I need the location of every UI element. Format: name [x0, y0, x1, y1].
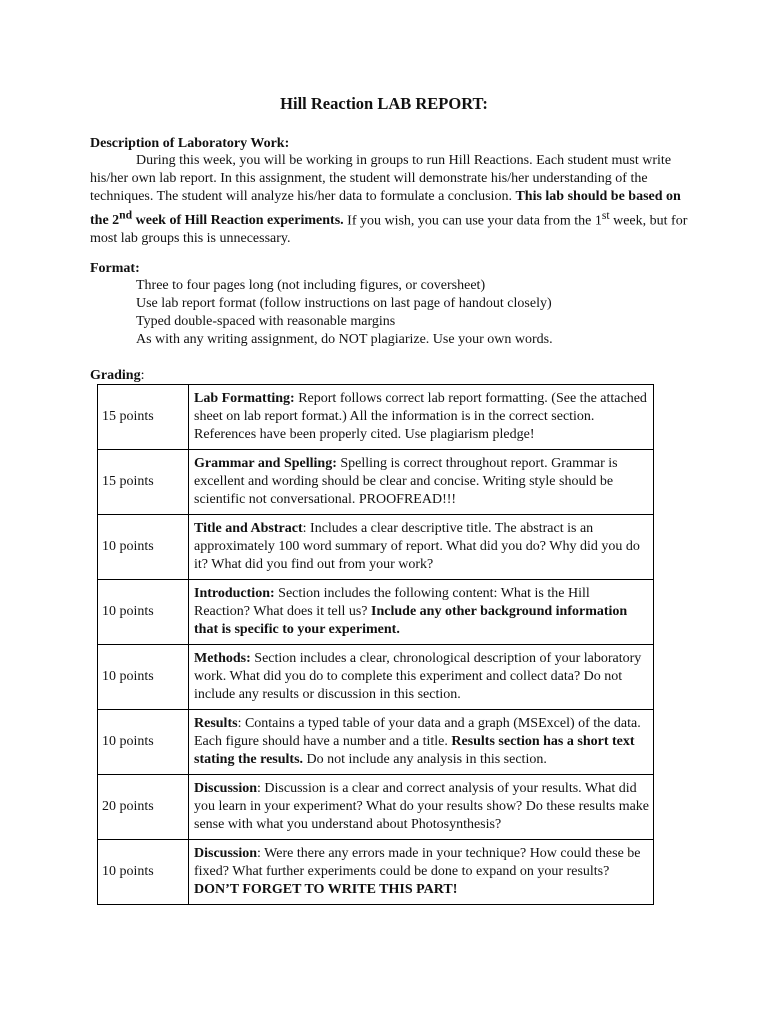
format-item: Typed double-spaced with reasonable margins	[136, 314, 396, 329]
week-note-end: week, but for most lab groups this is unnecessary.	[90, 213, 688, 247]
points-cell: 10 points	[98, 580, 189, 645]
criteria-text: : Contains a typed table of your data and a graph (MSExcel) of the data. Each figure should have a number and a title.	[194, 716, 641, 749]
criteria-text: : Were there any errors made in your technique? How could these be fixed? What further experiments could be done to expand on your results?	[194, 846, 641, 879]
week-note-start: If you wish, you can use your data from the 1	[343, 213, 602, 229]
grading-row	[98, 710, 654, 775]
criteria-cell	[189, 775, 654, 840]
criteria-cell	[189, 710, 654, 775]
criteria-emphasis: DON’T FORGET TO WRITE THIS PART!	[194, 882, 458, 897]
criteria-label: Lab Formatting:	[194, 391, 295, 406]
criteria-label: Discussion	[194, 846, 258, 861]
bold-sentence-start: This lab should be based on the 2	[90, 189, 681, 229]
description-indent	[90, 153, 136, 168]
format-item: As with any writing assignment, do NOT plagiarize. Use your own words.	[136, 332, 553, 347]
grading-row	[98, 385, 654, 450]
criteria-emphasis: Results section has a short text stating the results.	[194, 734, 635, 767]
criteria-text: Spelling is correct throughout report. Grammar is excellent and wording should be clear and concise. Writing style should be scientific not conversational. PROOFREAD!!!	[194, 456, 618, 507]
criteria-text: : Discussion is a clear and correct analysis of your results. What did you learn in your experiment? What do your results show? Do these results make sense with what you understand about Photosynthesis?	[194, 781, 650, 832]
grading-row	[98, 580, 654, 645]
criteria-label: Grammar and Spelling:	[194, 456, 337, 471]
format-heading: Format:	[90, 261, 140, 276]
points-cell: 10 points	[98, 710, 189, 775]
criteria-cell	[189, 450, 654, 515]
bold-sentence-end: week of Hill Reaction experiments.	[132, 213, 344, 229]
criteria-tail: Do not include any analysis in this section.	[303, 752, 547, 767]
points-cell: 15 points	[98, 385, 189, 450]
format-list	[136, 277, 553, 349]
grading-heading-label: Grading	[90, 368, 141, 383]
grading-heading	[90, 367, 144, 385]
grading-row	[98, 840, 654, 905]
description-body	[90, 152, 690, 249]
points-cell: 10 points	[98, 515, 189, 580]
page-title: Hill Reaction LAB REPORT:	[280, 94, 488, 113]
criteria-cell	[189, 580, 654, 645]
points-cell: 20 points	[98, 775, 189, 840]
criteria-emphasis: Include any other background information that is specific to your experiment.	[194, 604, 628, 637]
points-cell: 10 points	[98, 840, 189, 905]
criteria-cell	[189, 515, 654, 580]
criteria-label: Discussion	[194, 781, 258, 796]
format-item: Use lab report format (follow instructions on last page of handout closely)	[136, 296, 552, 311]
bold-sentence-ordinal: nd	[119, 208, 133, 222]
criteria-text: Section includes a clear, chronological description of your laboratory work. What did you do to complete this experiment and collect data? Do not include any results or discussion in this section.	[194, 651, 642, 702]
criteria-text: : Includes a clear descriptive title. The abstract is an approximately 100 word summary of report. What did you do? Why did you do it? What did you find out from your work?	[194, 521, 640, 572]
criteria-cell	[189, 840, 654, 905]
format-item: Three to four pages long (not including figures, or coversheet)	[136, 278, 486, 293]
criteria-label: Title and Abstract	[194, 521, 303, 536]
grading-row	[98, 775, 654, 840]
criteria-label: Methods:	[194, 651, 251, 666]
description-heading: Description of Laboratory Work:	[90, 136, 290, 151]
criteria-text: Report follows correct lab report formatting. (See the attached sheet on lab report format.) All the information is in the correct section. References have been properly cited. Use plagiarism pledge!	[194, 391, 647, 442]
grading-row	[98, 645, 654, 710]
grading-row	[98, 515, 654, 580]
grading-table	[97, 384, 654, 905]
week-note-ordinal: st	[601, 208, 610, 222]
description-paragraph: During this week, you will be working in groups to run Hill Reactions. Each student must write his/her own lab report. In this assignment, the student will demonstrate his/her understanding of the techniques. The student will analyze his/her data to formulate a conclusion.	[90, 153, 672, 205]
criteria-label: Introduction:	[194, 586, 275, 601]
points-cell: 10 points	[98, 645, 189, 710]
grading-row	[98, 450, 654, 515]
criteria-text: Section includes the following content: What is the Hill Reaction? What does it tell us?	[194, 586, 590, 619]
criteria-cell	[189, 385, 654, 450]
criteria-label: Results	[194, 716, 238, 731]
grading-heading-colon: :	[140, 368, 145, 383]
criteria-cell	[189, 645, 654, 710]
points-cell: 15 points	[98, 450, 189, 515]
